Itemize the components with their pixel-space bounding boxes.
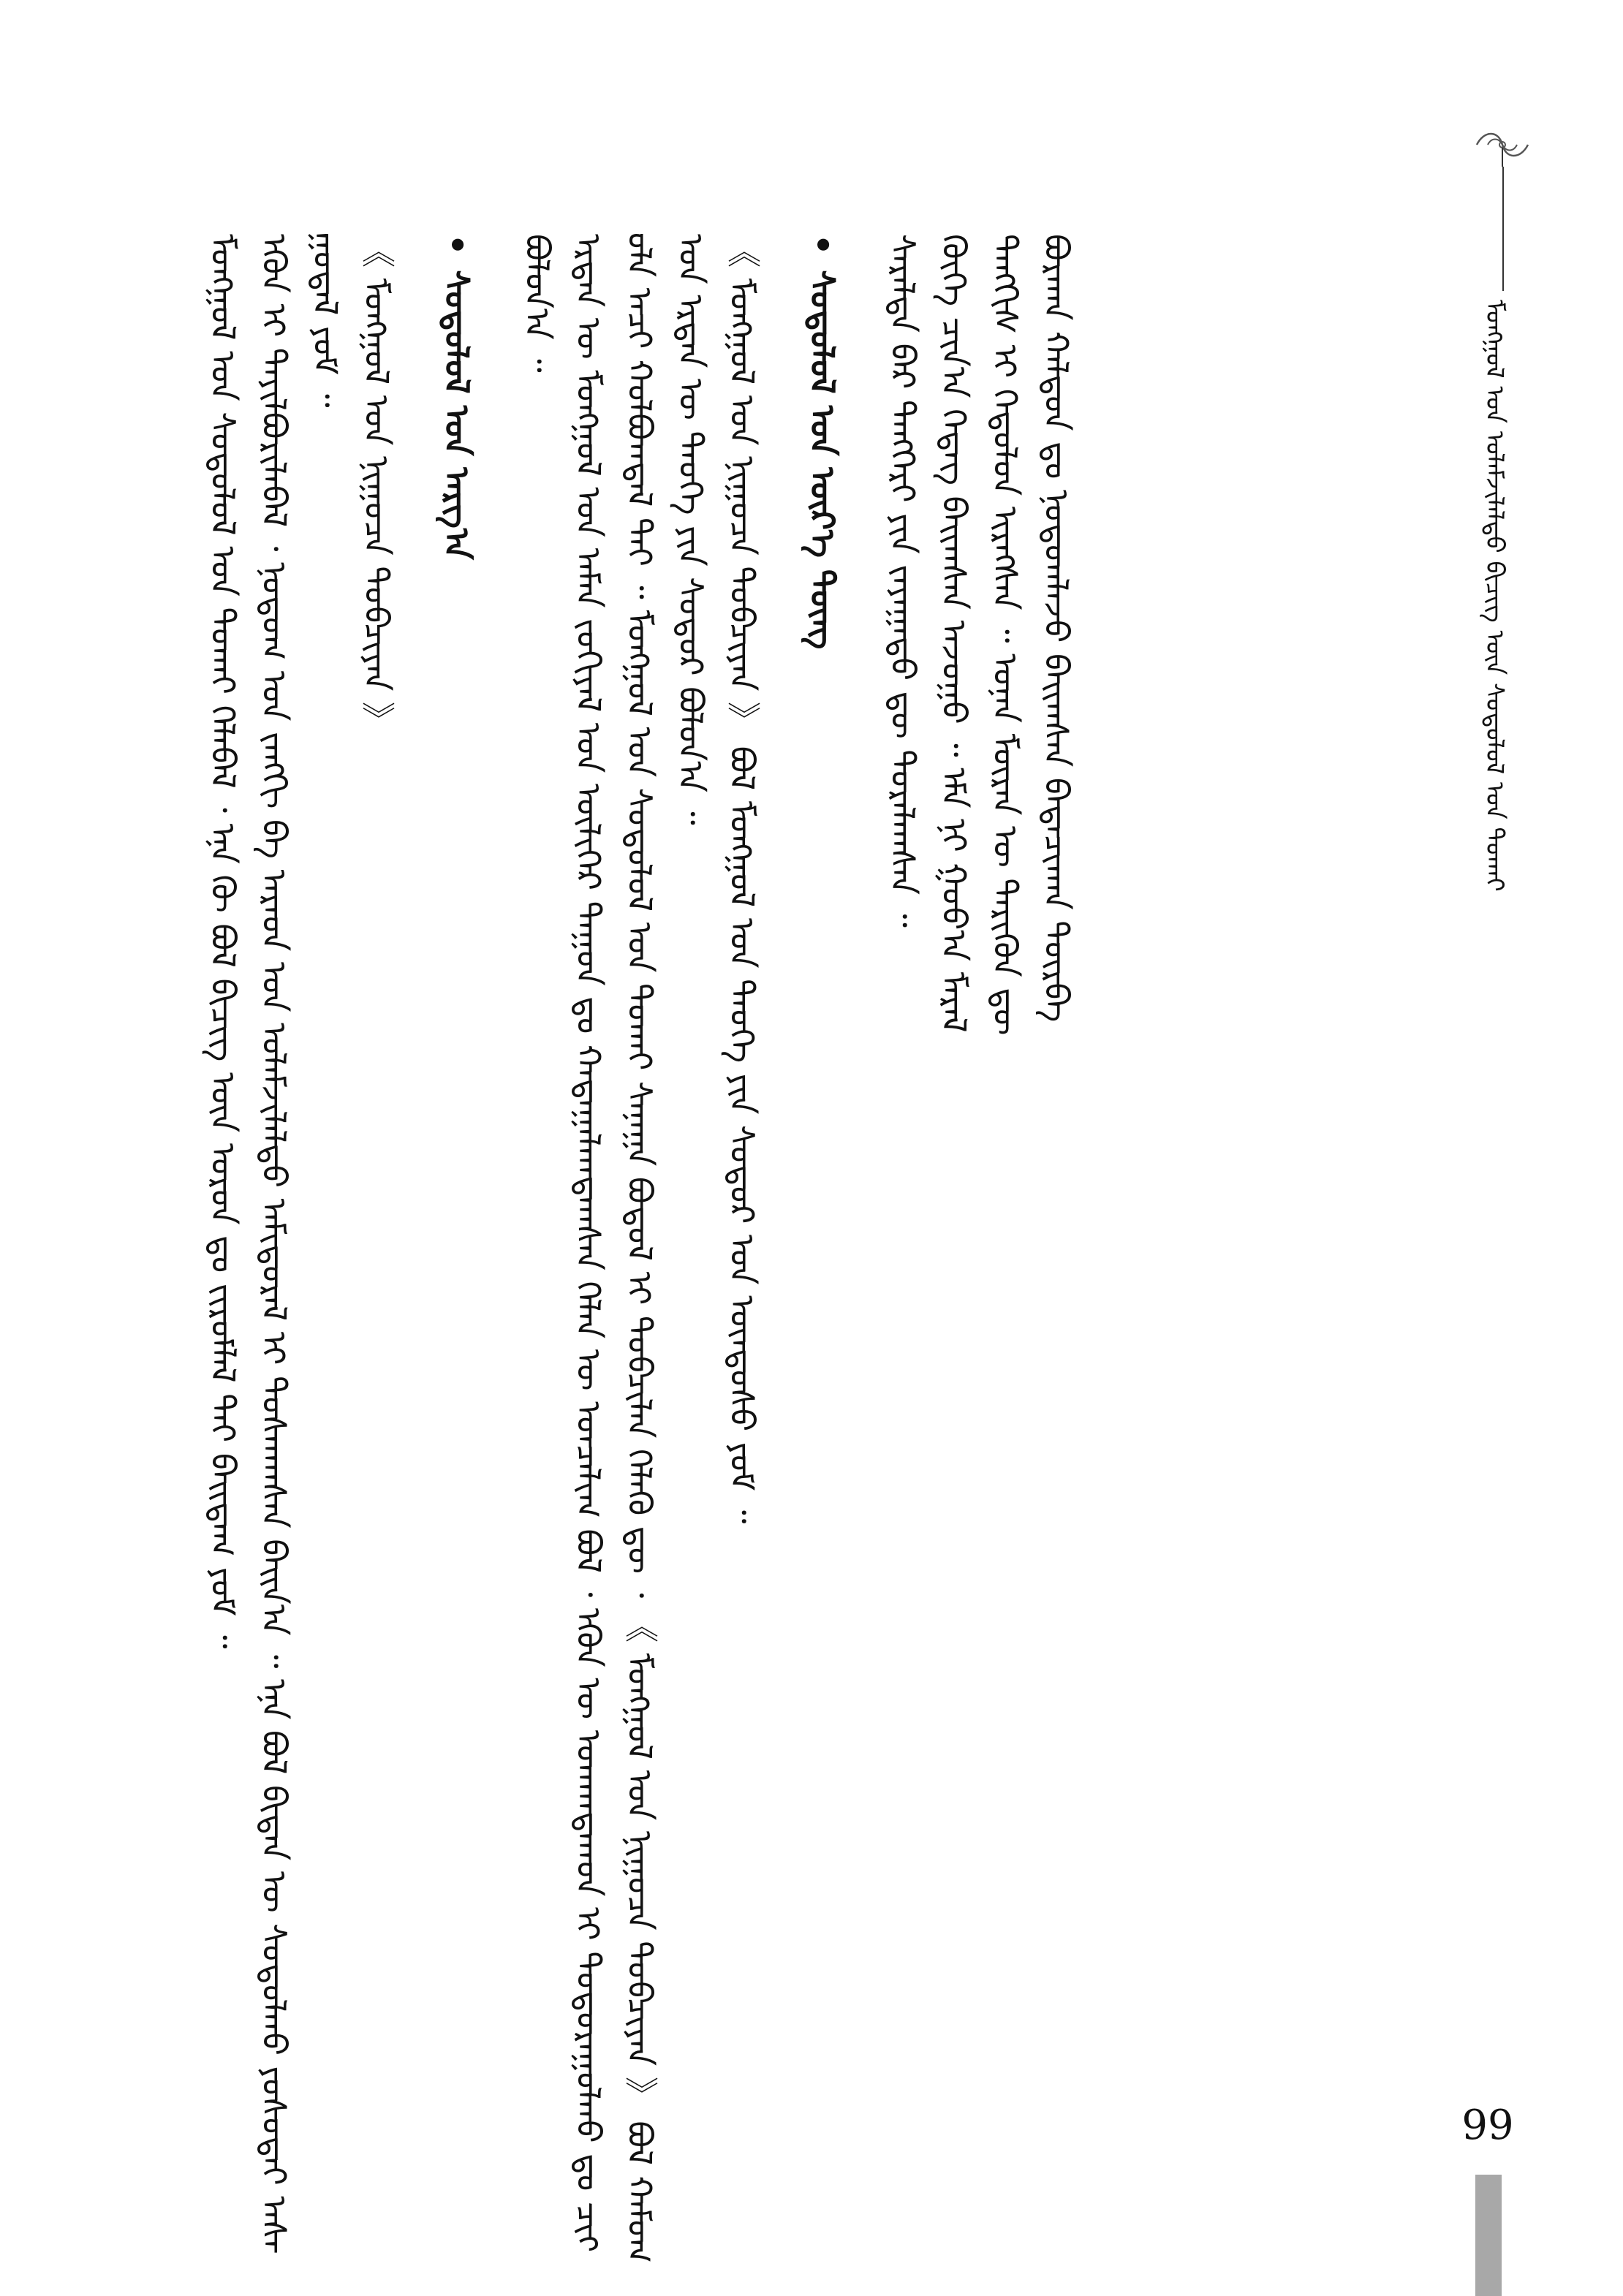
header-rule [1502,167,1504,291]
edge-tab-bar [1475,2175,1502,2296]
paragraph-1: ᠮᠣᠩᠭᠣᠯ ᠤᠨ ᠰᠤᠳᠤᠯᠤᠯ ᠤᠨ ᠲᠤᠬᠠᠢ ᠬᠡᠯᠡᠪᠡᠯ ᠂ ᠡᠨᠡ ᠬᠦ ᠪᠣᠯ ᠪᠢᠴᠢᠭ ᠦᠨ ᠣᠷᠣᠨ ᠳᠤ ᠵᠢᠷᠤᠮᠯᠠᠯ ᠲᠠᠢ ᠪᠠᠢᠳᠠᠭ ᠶᠤᠮ ᠃ [203,234,243,1649]
section-heading-2: • ᠰᠤᠳᠤᠯᠤᠯ ᠤᠨ ᠦᠷ᠎ᠡ ᠳᠦᠩ [797,234,848,2266]
quote-title-1: 《 ᠮᠣᠩᠭᠣᠯ ᠤᠨ ᠨᠢᠭᠤᠴᠠ ᠲᠣᠪᠴᠢᠶᠠᠨ 》 [357,234,396,735]
paragraph-4: ᠡᠷᠲᠡᠨ ᠦ ᠮᠣᠩᠭᠣᠯ ᠤᠨ ᠠᠮᠠᠨ ᠵᠣᠬᠢᠶᠠᠯ ᠤᠨ ᠦᠯᠢᠭᠡᠷ ᠳᠠᠭᠤᠨ ᠳᠤ ᠬᠠᠳᠠᠭᠠᠯᠠᠭᠳᠠᠭᠰᠠᠨ ᠬᠡᠯᠡᠨ ᠦ ᠣᠨᠴᠠᠯᠢᠭ ᠪᠣᠯ ᠂ ᠡᠭᠦᠨ ᠦ ᠤᠬᠠᠭᠳᠠᠬᠤᠨ ᠢ ᠲᠣᠳᠤᠷᠠᠭᠤᠯᠬᠤ ᠳᠤ ᠴᠢᠬᠤᠯᠠ ᠠᠴᠢ ᠬᠣᠯᠪᠣᠭᠳᠠᠯ ᠲᠠᠢ ᠃ ᠮᠣᠩᠭᠣᠯ ᠤᠨ ᠰᠤᠳᠤᠯᠤᠯ ᠤᠨ ᠲᠤᠬᠠᠢ ᠰᠠᠨᠠᠭᠠ ᠪᠣᠳᠤᠯ ᠢ ᠲᠣᠪᠴᠢᠯᠠᠨ ᠬᠡᠯᠡᠬᠦ ᠳᠦ ᠂ 《 ᠮᠣᠩᠭᠣᠯ ᠤᠨ ᠨᠢᠭᠤᠴᠠ ᠲᠣᠪᠴᠢᠶᠠᠨ 》 ᠪᠣᠯ ᠬᠠᠮᠤᠭ ᠤᠨ ᠡᠷᠲᠡᠨ ᠦ ᠲᠡᠦᠬᠡ ᠶᠢᠨ ᠰᠤᠳᠤᠷ ᠪᠣᠯᠤᠨ᠎ᠠ ᠃ [569,234,711,2263]
poem-line-1: ᠰᠡᠷᠡᠯᠲᠡ ᠪᠠᠷ ᠲᠡᠩᠭᠡᠷᠢ ᠶᠢᠨ ᠵᠠᠶᠠᠭᠠᠲᠤ ᠳᠦ ᠳᠤᠷᠠᠯᠠᠭᠰᠠᠨ ᠃ [883,234,923,928]
poem-block [877,234,1082,2266]
paragraph-3: ᠪᠣᠯᠤᠨ᠎ᠠ ᠃ [518,234,557,373]
page-number: 99 [1461,2102,1514,2149]
running-header-text: ᠮᠣᠩᠭᠣᠯ ᠤᠨ ᠤᠯᠠᠮᠵᠢᠯᠠᠯᠲᠤ ᠪᠢᠴᠢᠭ ᠦᠨ ᠰᠤᠳᠤᠯᠤᠯ ᠤᠨ ᠲᠤᠬᠠᠢ [1480,300,1510,892]
poem-line-3: ᠲᠡᠩᠭᠢᠰ ᠢ ᠭᠡᠲᠦᠯᠤᠨ ᠢᠷᠡᠭᠰᠡᠨ ᠃ ᠣᠨᠠᠨ ᠮᠥᠷᠡᠨ ᠦ ᠲᠡᠷᠢᠭᠦᠨ ᠳᠦ [985,234,1025,1036]
paragraph-2: ᠡᠭᠦᠨ ᠢ ᠲᠠᠶᠢᠯᠪᠤᠷᠢᠯᠠᠪᠠᠯ ᠂ ᠨᠤᠲᠤᠭ ᠤᠨ ᠵᠠᠩᠬᠢ ᠪᠠ ᠠᠷᠠᠳ ᠤᠨ ᠤᠯᠠᠮᠵᠢᠯᠠᠯᠲᠤ ᠠᠮᠢᠳᠤᠷᠠᠯ ᠢ ᠲᠤᠰᠬᠠᠭᠰᠠᠨ ᠪᠠᠢᠨ᠎ᠠ ᠃ ᠡᠨᠡ ᠪᠣᠯ ᠪᠢᠳᠡᠨ ᠦ ᠰᠤᠳᠤᠯᠬᠤ ᠶᠣᠰᠣᠲᠠᠢ ᠠᠰᠠᠭᠤᠳᠠᠯ ᠶᠤᠮ ᠃ [254,234,345,2252]
header-ornament-icon [1469,123,1535,167]
poem-line-4: ᠪᠤᠷᠬᠠᠨ ᠬᠠᠯᠳᠤᠨ ᠳᠤ ᠨᠤᠲᠤᠭᠯᠠᠵᠤ ᠪᠠᠢᠭᠰᠠᠨ ᠪᠠᠲᠠᠴᠢᠬᠠᠨ ᠲᠦᠷᠪᠡ [1037,234,1076,1023]
poem-line-2: ᠬᠥᠬᠡ ᠴᠢᠨ᠎ᠠ ᠭᠡᠳᠡᠭ ᠪᠠᠢᠭᠰᠠᠨ ᠠᠵᠤᠭᠤ ᠃ ᠡᠮᠡ ᠨᠢ ᠭᠤᠣ᠎ᠠ ᠮᠠᠷᠠᠯ [934,234,974,1033]
body-text [197,234,1404,2266]
quote-line-2: 《 ᠮᠣᠩᠭᠣᠯ ᠤᠨ ᠨᠢᠭᠤᠴᠠ ᠲᠣᠪᠴᠢᠶᠠᠨ 》 ᠪᠣᠯ ᠮᠣᠩᠭᠣᠯ ᠤᠨ ᠲᠡᠦᠬᠡ ᠶᠢᠨ ᠰᠤᠳᠤᠷ ᠤᠨ ᠦᠨᠳᠦᠰᠦ ᠶᠤᠮ ᠃ [722,234,762,1524]
section-heading-1: • ᠰᠤᠳᠤᠯᠤᠯ ᠤᠨ ᠠᠷᠭ᠎ᠠ [431,234,483,2266]
